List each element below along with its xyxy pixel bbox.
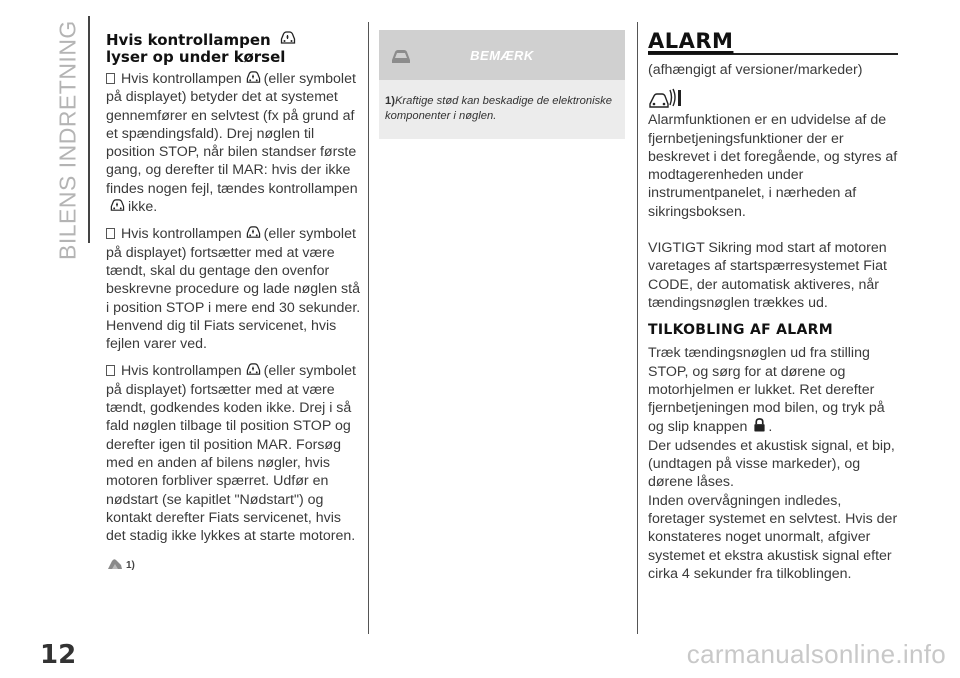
text: Træk tændingsnøglen ud fra stilling STOP, og sørg for at dørene og motorhjelmen er lukket. Ret derefter fjernbetjeningen mod bilen, og tryk på og slip knappen	[648, 345, 885, 436]
watermark: carmanualsonline.info	[686, 639, 946, 669]
alarm-paragraph-5: Inden overvågningen indledes, foretager systemet en selvtest. Hvis der konstateres noget unormalt, afgiver systemet et ekstra akustisk signal efter cirka 4 sekunder fra tilkoblingen.	[648, 492, 898, 582]
car-alarm-icon	[648, 87, 684, 109]
column-note	[379, 30, 625, 139]
warning-reference	[106, 557, 364, 571]
heading-line-1: Hvis kontrollampen	[106, 31, 271, 49]
text: ikke.	[128, 199, 158, 216]
note-title: BEMÆRK	[470, 47, 534, 63]
text: Hvis kontrollampen	[121, 226, 242, 243]
warning-number: 1)	[126, 560, 135, 572]
bullet-square-icon	[106, 365, 115, 376]
paragraph-3	[106, 362, 364, 545]
car-key-warning-icon	[244, 362, 262, 377]
note-box	[379, 30, 625, 139]
chapter-divider	[88, 16, 90, 243]
alarm-paragraph-1: Alarmfunktionen er en udvidelse af de fjernbetjeningsfunktioner der er beskrevet i det foregående, og styres af modtagerenheden under instrumentpanelet, i nærheden af sikringsboksen.	[648, 112, 898, 220]
text: .	[768, 419, 773, 436]
bullet-square-icon	[106, 73, 115, 84]
alarm-title: ALARM	[648, 29, 734, 53]
paragraph-1	[106, 70, 364, 216]
car-key-warning-icon	[244, 225, 262, 240]
title-rule	[648, 53, 898, 55]
column-immobilizer	[106, 30, 364, 571]
column-divider-left	[368, 22, 369, 634]
car-key-warning-icon	[244, 70, 262, 85]
text: Hvis kontrollampen	[121, 363, 242, 380]
alarm-paragraph-2: VIGTIGT Sikring mod start af motoren varetages af startspærresystemet Fiat CODE, der automatisk aktiveres, når tændingsnøglen trækkes ud.	[648, 240, 887, 311]
car-key-warning-icon	[278, 30, 297, 46]
text: (eller symbolet på displayet) fortsætter med at være tændt, godkendes koden ikke. Drej i så fald nøglen tilbage til position STOP og derefter igen til position MAR. Forsøg med en anden af bilens nøgler, hvis motoren forbliver spærret. Udfør en nødstart (se kapitlet "Nødstart") og kontakt derefter Fiats servicenet, hvis det stadig ikke lykkes at starte motoren.	[106, 363, 356, 545]
alarm-paragraph-3	[648, 344, 898, 436]
text: Hvis kontrollampen	[121, 71, 242, 87]
section-heading	[106, 30, 364, 66]
alarm-paragraph-4: Der udsendes et akustisk signal, et bip, (undtagen på visse markeder), og dørene låses.	[648, 437, 895, 491]
bullet-square-icon	[106, 228, 115, 239]
text: (eller symbolet på displayet) betyder det at systemet gennemfører en selvtest (fx på grund af et spændingsfald). Drej nøglen til position STOP, når bilen standser første gang, og derefter til MAR: hvis der ikke findes nogen fejl, tændes kontrollampen	[106, 71, 358, 197]
note-body	[379, 80, 625, 139]
chapter-label: BILENS INDRETNING	[54, 20, 81, 260]
column-alarm	[648, 30, 898, 583]
alarm-subtitle: (afhængigt af versioner/markeder)	[648, 62, 863, 78]
paragraph-2	[106, 225, 364, 353]
arming-heading: TILKOBLING AF ALARM	[648, 322, 833, 339]
alarm-icon-group	[648, 87, 898, 109]
car-key-warning-icon	[108, 198, 126, 213]
lock-icon	[753, 417, 766, 433]
car-note-icon	[389, 47, 413, 65]
note-header	[379, 30, 625, 80]
note-text: Kraftige stød kan beskadige de elektroniske komponenter i nøglen.	[385, 95, 612, 122]
heading-line-2: lyser op under kørsel	[106, 48, 286, 66]
text: (eller symbolet på displayet) fortsætter med at være tændt, skal du gentage den ovenfor beskrevne procedure og lade nøglen stå i position STOP i mere end 30 sekunder. Henvend dig til Fiats servicenet, hvis fejlen varer ved.	[106, 226, 361, 353]
column-divider-right	[637, 22, 638, 634]
warning-hand-icon	[106, 557, 124, 571]
page-number: 12	[40, 640, 77, 670]
note-number: 1)	[385, 95, 395, 107]
